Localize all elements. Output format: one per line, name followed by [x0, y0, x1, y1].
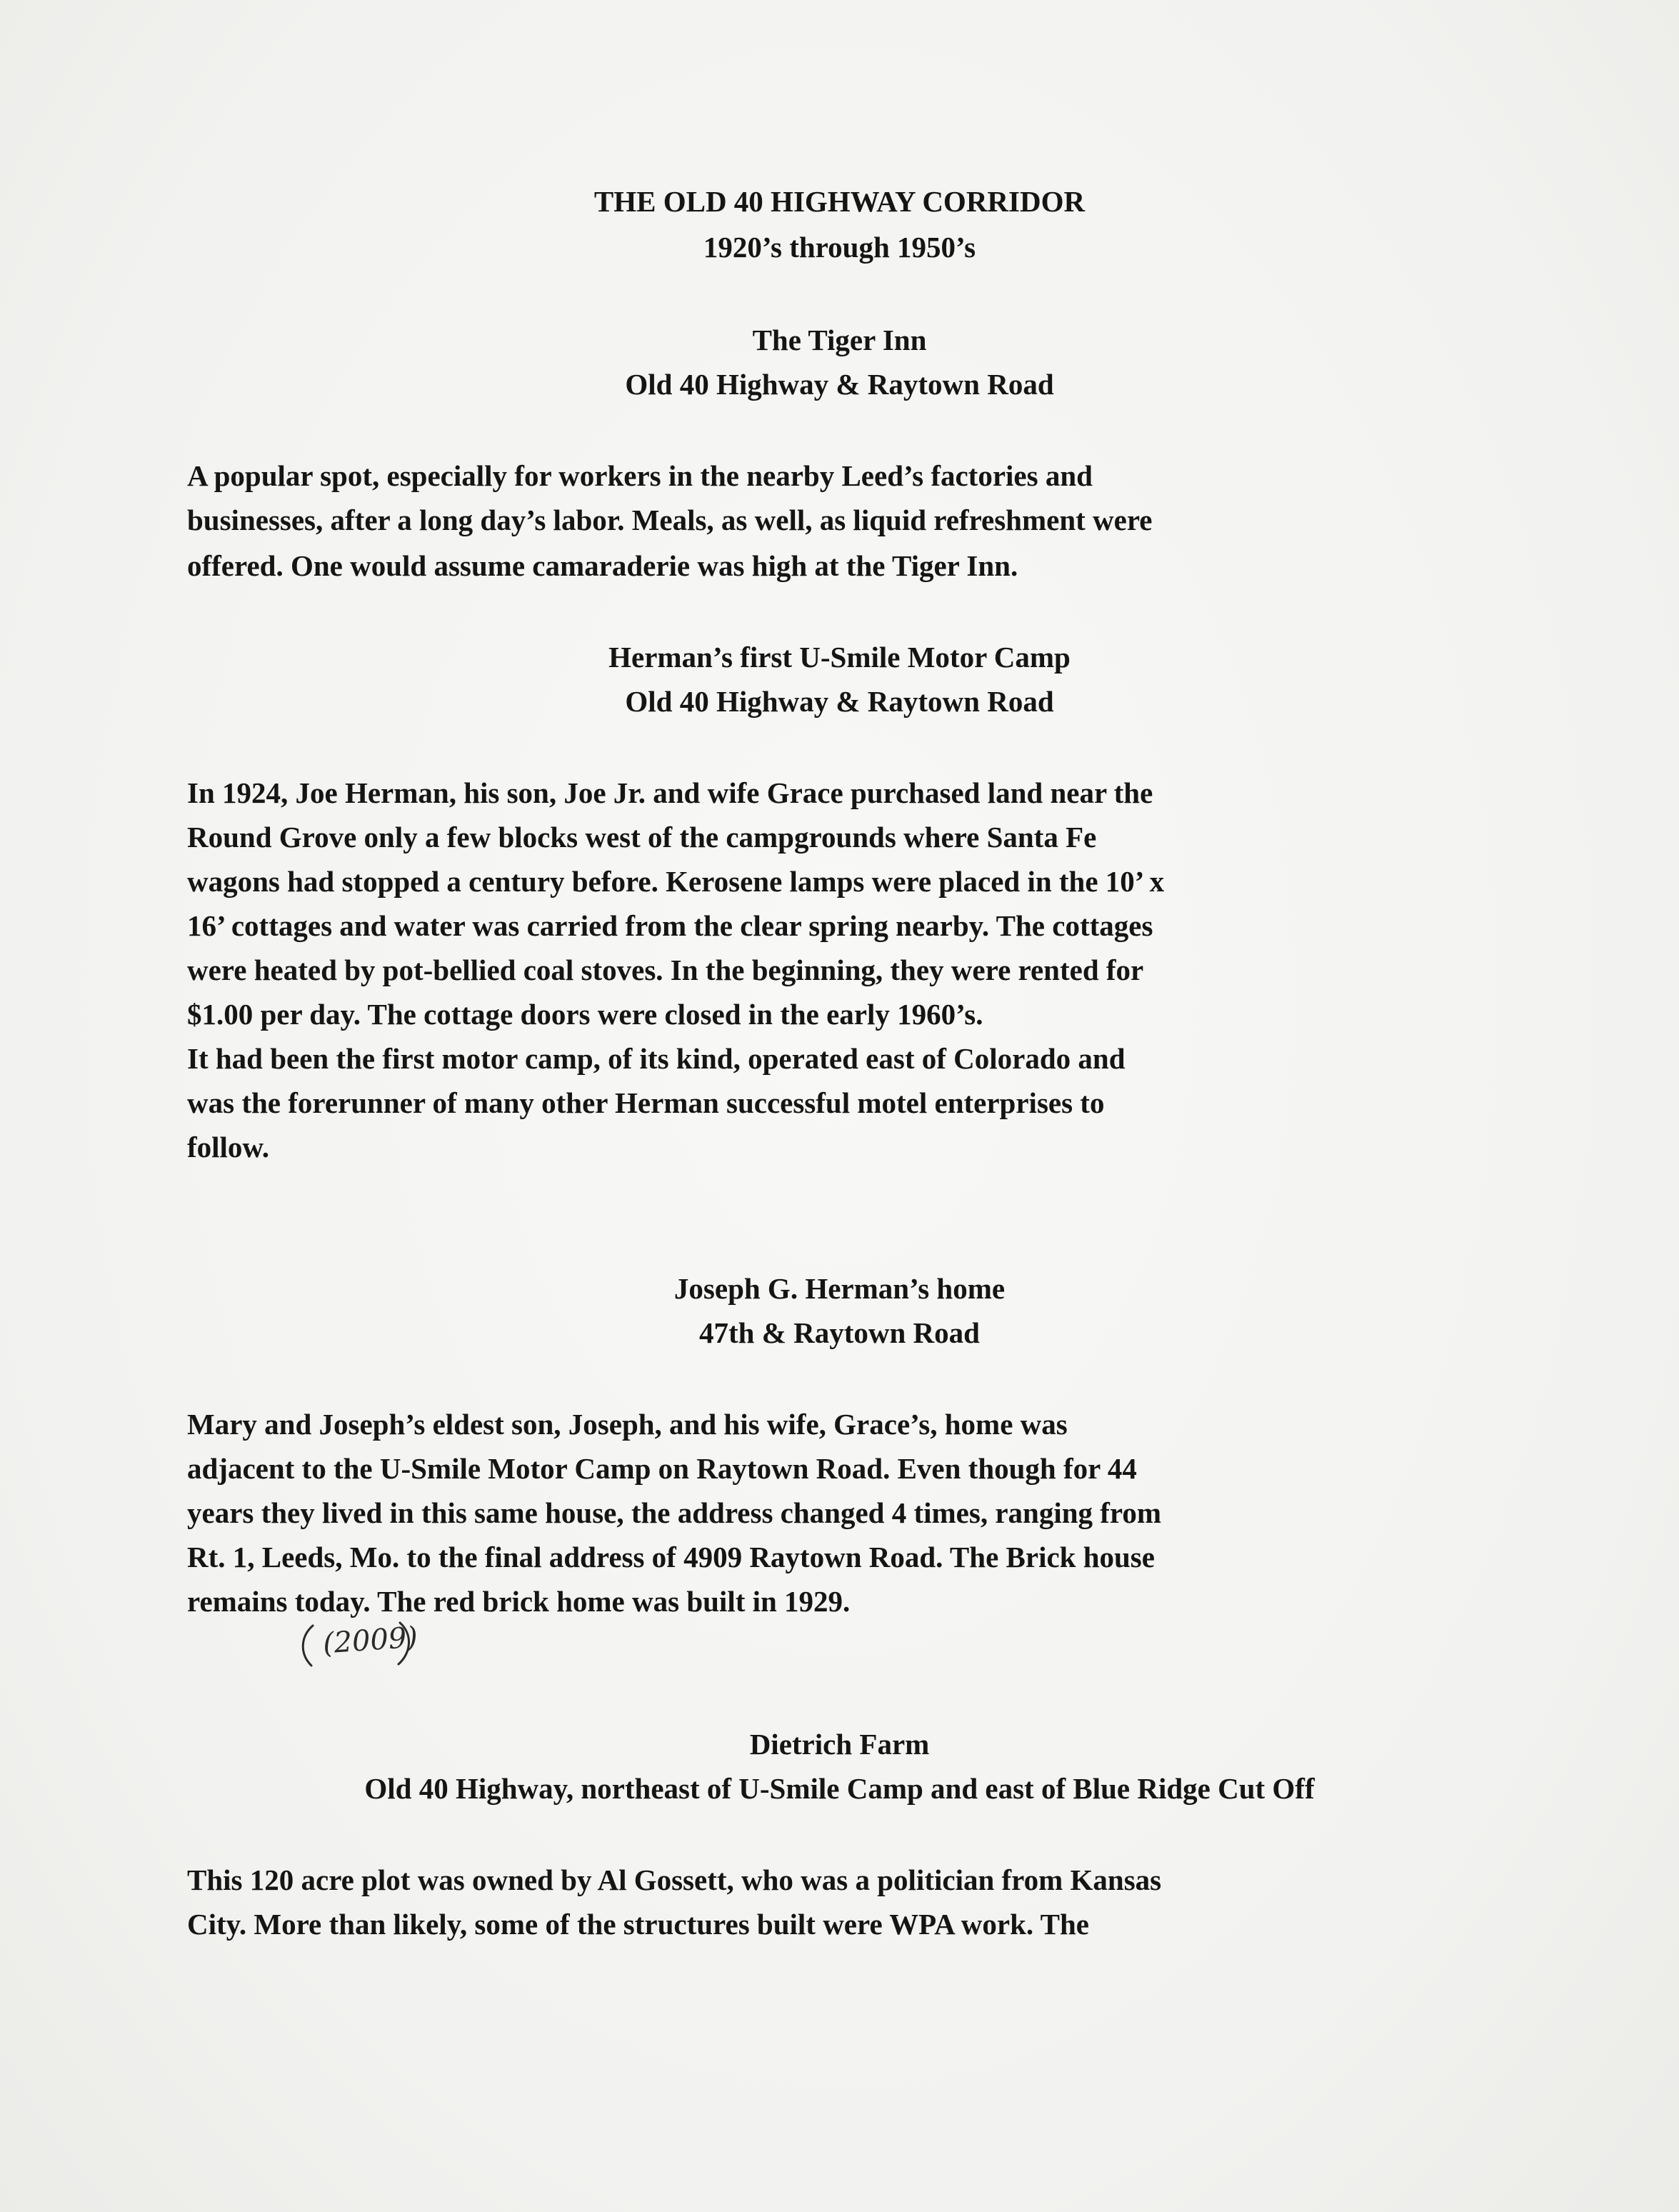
handwritten-note: (2009): [321, 1621, 419, 1661]
document-subtitle: 1920’s through 1950’s: [703, 231, 976, 264]
paragraph-line: Mary and Joseph’s eldest son, Joseph, and his wife, Grace’s, home was: [187, 1408, 1068, 1441]
paragraph-line: offered. One would assume camaraderie was high at the Tiger Inn.: [187, 549, 1018, 582]
paragraph-line: were heated by pot-bellied coal stoves. In the beginning, they were rented for: [187, 954, 1144, 986]
paragraph-line: adjacent to the U-Smile Motor Camp on Raytown Road. Even though for 44: [187, 1452, 1137, 1485]
section-location: Old 40 Highway & Raytown Road: [625, 685, 1054, 718]
paragraph-line: follow.: [187, 1131, 270, 1163]
paragraph-line: remains today. The red brick home was built in 1929.: [187, 1585, 851, 1618]
paragraph-line: Round Grove only a few blocks west of the campgrounds where Santa Fe: [187, 821, 1097, 854]
section-heading: Herman’s first U-Smile Motor Camp: [608, 641, 1071, 674]
paragraph-line: This 120 acre plot was owned by Al Gossett, who was a politician from Kansas: [187, 1863, 1162, 1896]
section-heading: The Tiger Inn: [752, 324, 927, 356]
paragraph-line: was the forerunner of many other Herman successful motel enterprises to: [187, 1086, 1105, 1119]
paragraph-line: years they lived in this same house, the address changed 4 times, ranging from: [187, 1496, 1162, 1529]
section-heading: Dietrich Farm: [749, 1728, 930, 1761]
paragraph-line: City. More than likely, some of the structures built were WPA work. The: [187, 1908, 1089, 1941]
paragraph-line: It had been the first motor camp, of its kind, operated east of Colorado and: [187, 1042, 1126, 1075]
paragraph-line: In 1924, Joe Herman, his son, Joe Jr. and wife Grace purchased land near the: [187, 776, 1153, 809]
paragraph-line: wagons had stopped a century before. Kerosene lamps were placed in the 10’ x: [187, 865, 1165, 898]
document-title: THE OLD 40 HIGHWAY CORRIDOR: [593, 185, 1086, 218]
paragraph-line: businesses, after a long day’s labor. Meals, as well, as liquid refreshment were: [187, 504, 1153, 536]
paragraph-line: $1.00 per day. The cottage doors were closed in the early 1960’s.: [187, 998, 983, 1031]
section-location: Old 40 Highway, northeast of U-Smile Camp and east of Blue Ridge Cut Off: [364, 1772, 1315, 1805]
section-heading: Joseph G. Herman’s home: [673, 1272, 1006, 1305]
paragraph-line: Rt. 1, Leeds, Mo. to the final address of 4909 Raytown Road. The Brick house: [187, 1541, 1155, 1573]
paragraph-line: 16’ cottages and water was carried from the clear spring nearby. The cottages: [187, 909, 1153, 942]
section-location: 47th & Raytown Road: [699, 1316, 980, 1349]
paragraph-line: A popular spot, especially for workers in the nearby Leed’s factories and: [187, 459, 1093, 492]
section-location: Old 40 Highway & Raytown Road: [625, 368, 1054, 401]
